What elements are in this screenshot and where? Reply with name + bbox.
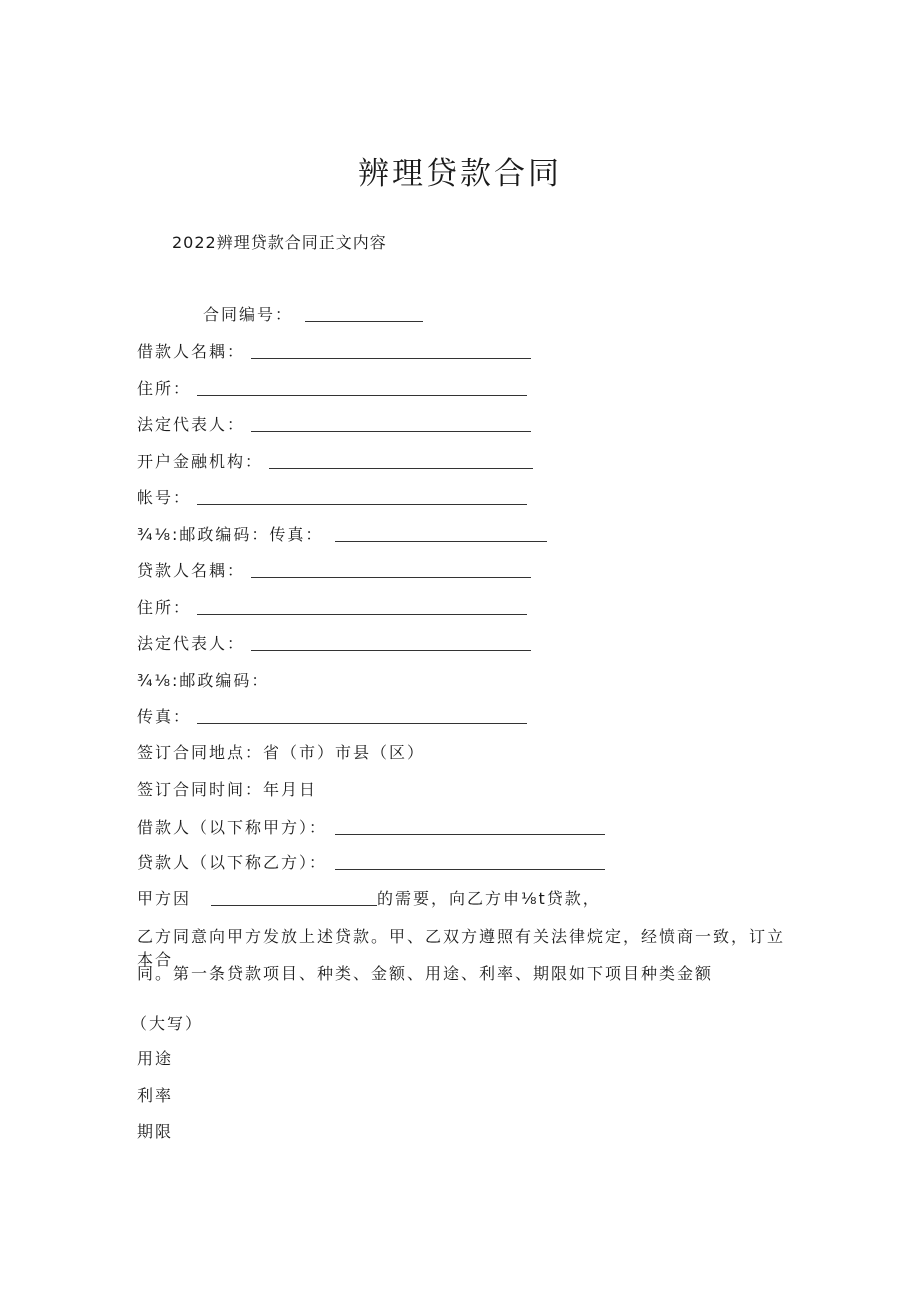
field-label: 住所： [137, 379, 192, 398]
blank-line [211, 904, 377, 906]
field-label: 传真： [137, 707, 192, 726]
lender-name-field [137, 558, 531, 581]
borrower-bank-field [137, 449, 533, 472]
blank-line [335, 833, 605, 835]
party-a-field [137, 815, 605, 838]
borrower-address-field [137, 376, 527, 399]
field-label: 帐号： [137, 488, 192, 507]
blank-line [335, 540, 547, 542]
list-item-interest-rate: 利率 [137, 1086, 174, 1105]
purpose-prefix: 甲方因 [137, 889, 192, 908]
party-b-field [137, 850, 605, 873]
field-label: 住所： [137, 598, 192, 617]
borrower-name-field [137, 339, 531, 362]
lender-legal-rep-field [137, 631, 531, 654]
blank-line [335, 868, 605, 870]
field-label: 贷款人（以下称乙方）： [137, 853, 328, 872]
body-paragraph-line-2: 同。第一条贷款项目、种类、金额、用途、利率、期限如下项目种类金额 [137, 964, 714, 983]
body-paragraph-line-1: 乙方同意向甲方发放上述贷款。甲、乙双方遵照有关法律烷定，经愤商一致，订立本合 [137, 927, 786, 969]
list-item-purpose: 用途 [137, 1049, 174, 1068]
blank-line [197, 722, 527, 724]
borrower-legal-rep-field [137, 412, 531, 435]
signing-place-field [137, 740, 425, 763]
document-title: 辨理贷款合同 [358, 156, 562, 192]
list-item-capital: （大写） [131, 1014, 204, 1033]
blank-line [197, 613, 527, 615]
contract-number-field [203, 302, 423, 325]
field-label: 贷款人名耦： [137, 561, 246, 580]
borrower-account-field [137, 485, 527, 508]
field-label: ¾⅛:邮政编码：传真： [137, 525, 324, 544]
blank-line [251, 430, 531, 432]
purpose-suffix: 的需要，向乙方申⅛t贷款， [377, 889, 601, 908]
field-label: 签订合同时间：年月日 [137, 780, 318, 799]
blank-line [269, 467, 533, 469]
blank-line [251, 649, 531, 651]
field-label: 合同编号： [203, 305, 294, 324]
field-label: ¾⅛:邮政编码： [137, 671, 270, 690]
blank-line [251, 357, 531, 359]
lender-fax-field [137, 704, 527, 727]
field-label: 借款人（以下称甲方）： [137, 818, 328, 837]
blank-line [197, 503, 527, 505]
signing-time-field [137, 777, 317, 800]
field-label: 开户金融机构： [137, 452, 264, 471]
document-subtitle: 2022辨理贷款合同正文内容 [172, 233, 387, 252]
field-label: 借款人名耦： [137, 342, 246, 361]
blank-line [305, 320, 423, 322]
lender-postcode-field [137, 668, 269, 691]
field-label: 签订合同地点：省（市）市县（区） [137, 743, 426, 762]
lender-address-field [137, 595, 527, 618]
field-label: 法定代表人： [137, 634, 246, 653]
purpose-line [137, 886, 601, 909]
blank-line [197, 394, 527, 396]
list-item-term: 期限 [137, 1122, 174, 1141]
blank-line [251, 576, 531, 578]
field-label: 法定代表人： [137, 415, 246, 434]
borrower-postcode-fax-field [137, 522, 547, 545]
